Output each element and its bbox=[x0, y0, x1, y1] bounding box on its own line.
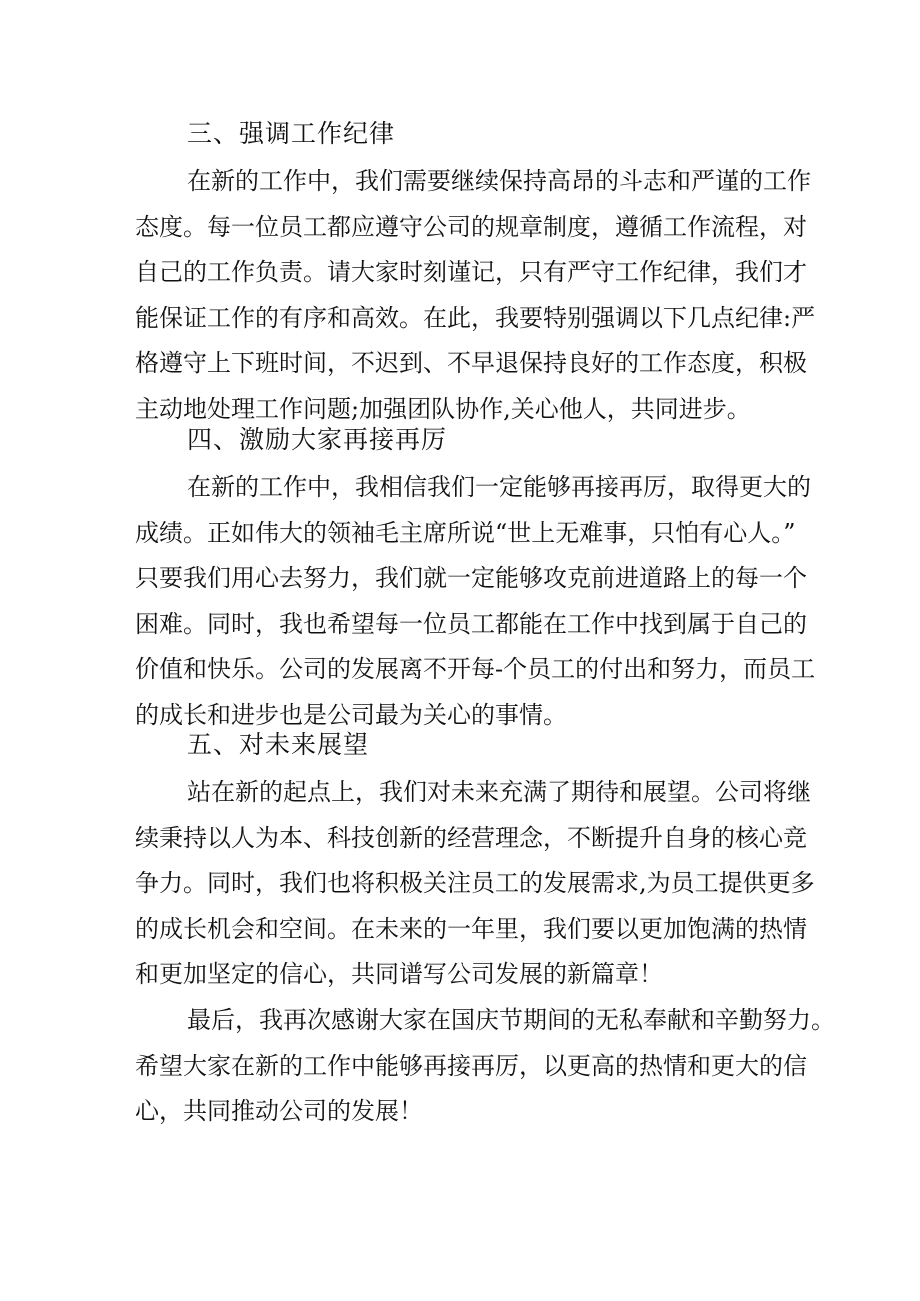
text-line: 在新的工作中，我相信我们一定能够再接再厉，取得更大的 bbox=[187, 473, 811, 501]
text-line: 希望大家在新的工作中能够再接再厉，以更高的热情和更大的信 bbox=[135, 1051, 807, 1080]
text-line: 心，共同推动公司的发展！ bbox=[135, 1097, 423, 1125]
text-line: 成绩。正如伟大的领袖毛主席所说“世上无难事，只怕有心人。” bbox=[135, 518, 796, 547]
section-heading: 五、对未来展望 bbox=[187, 730, 370, 759]
paragraph bbox=[135, 465, 816, 738]
text-line: 站在新的起点上，我们对未来充满了期待和展望。公司将继 bbox=[187, 778, 811, 806]
paragraph bbox=[135, 159, 816, 432]
text-line: 能保证工作的有序和高效。在此，我要特别强调以下几点纪律:严 bbox=[135, 303, 816, 332]
paragraph bbox=[135, 770, 815, 998]
text-line: 和更加坚定的信心，共同谱写公司发展的新篇章！ bbox=[135, 960, 663, 988]
text-line: 主动地处理工作问题;加强团队协作,关心他人，共同进步。 bbox=[135, 394, 751, 423]
text-line: 只要我们用心去努力，我们就一定能够攻克前进道路上的每一个 bbox=[135, 564, 807, 592]
text-line: 态度。每一位员工都应遵守公司的规章制度，遵循工作流程，对 bbox=[135, 212, 807, 241]
text-line: 困难。同时，我也希望每一位员工都能在工作中找到属于自己的 bbox=[135, 609, 807, 638]
text-line: 自己的工作负责。请大家时刻谨记，只有严守工作纪律，我们才 bbox=[135, 258, 807, 286]
text-line: 争力。同时，我们也将积极关注员工的发展需求,为员工提供更多 bbox=[135, 869, 815, 897]
section-heading: 三、强调工作纪律 bbox=[187, 119, 396, 148]
text-line: 的成长和进步也是公司最为关心的事情。 bbox=[135, 700, 567, 729]
text-line: 价值和快乐。公司的发展离不开每-个员工的付出和努力，而员工 bbox=[135, 655, 816, 683]
text-line: 格遵守上下班时间，不迟到、不早退保持良好的工作态度，积极 bbox=[135, 349, 807, 377]
text-line: 最后，我再次感谢大家在国庆节期间的无私奉献和辛勤努力。 bbox=[187, 1006, 835, 1034]
paragraph bbox=[135, 998, 835, 1135]
text-line: 在新的工作中，我们需要继续保持高昂的斗志和严谨的工作 bbox=[187, 167, 811, 195]
section-heading: 四、激励大家再接再厉 bbox=[187, 425, 448, 454]
text-line: 续秉持以人为本、科技创新的经营理念，不断提升自身的核心竞 bbox=[135, 823, 807, 852]
text-line: 的成长机会和空间。在未来的一年里，我们要以更加饱满的热情 bbox=[135, 914, 807, 943]
